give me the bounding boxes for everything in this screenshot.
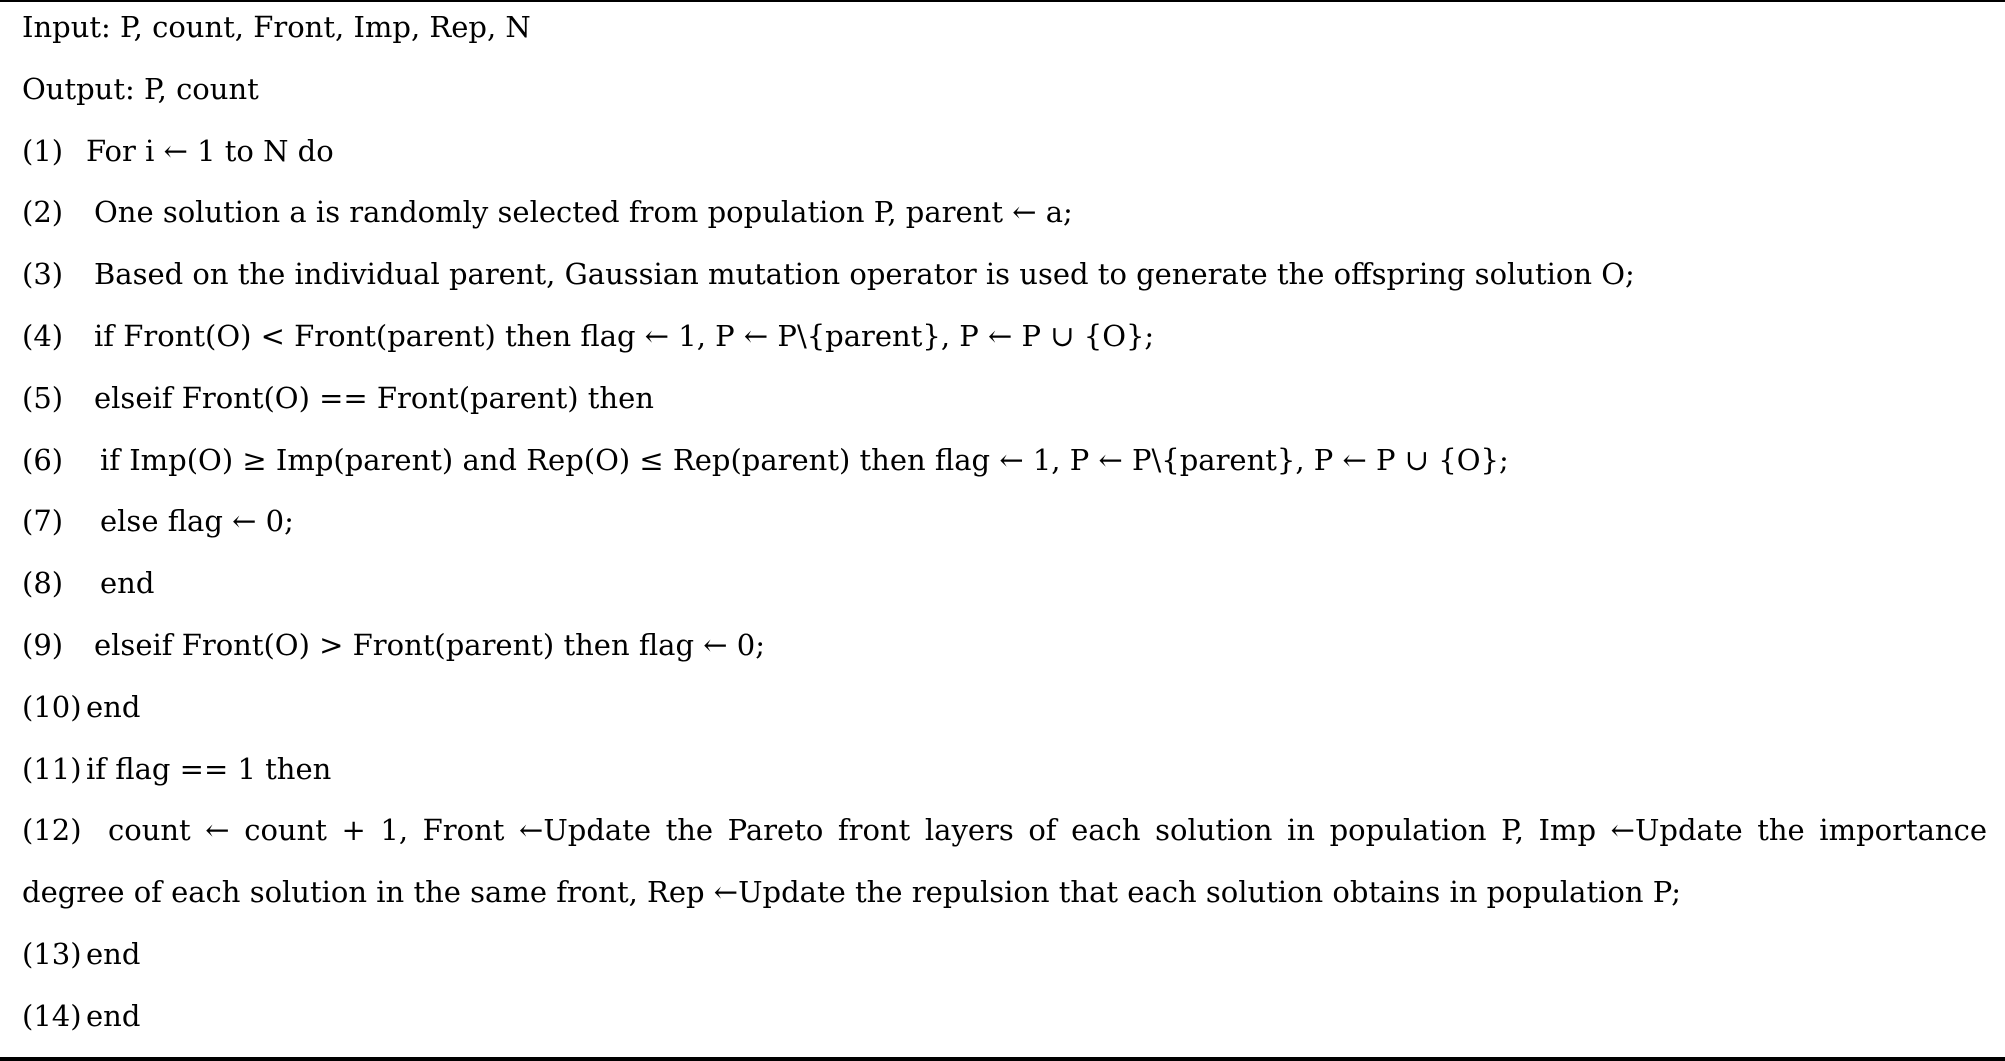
step-7 bbox=[22, 496, 1987, 558]
step-text: Based on the individual parent, Gaussian mutation operator is used to generate the offspring solution O; bbox=[94, 257, 1635, 292]
step-number: (8) bbox=[22, 566, 64, 601]
step-text: if Front(O) < Front(parent) then flag ← 1, P ← P\{parent}, P ← P ∪ {O}; bbox=[94, 318, 1155, 353]
step-number: (11) bbox=[22, 751, 82, 786]
step-number: (2) bbox=[22, 195, 64, 230]
step-10 bbox=[22, 682, 1987, 744]
step-13 bbox=[22, 929, 1987, 991]
step-text: count ← count + 1, Front ←Update the Pareto front layers of each solution in population P, Imp ←Update the importance bbox=[108, 813, 1987, 848]
step-text: end bbox=[86, 936, 141, 971]
step-number: (5) bbox=[22, 380, 64, 415]
step-text: if Imp(O) ≥ Imp(parent) and Rep(O) ≤ Rep(parent) then flag ← 1, P ← P\{parent}, P ← P ∪ {O}; bbox=[100, 442, 1509, 477]
step-9 bbox=[22, 620, 1987, 682]
step-number: (12) bbox=[22, 813, 82, 848]
step-4 bbox=[22, 311, 1987, 373]
step-text: end bbox=[86, 689, 141, 724]
step-text: end bbox=[100, 566, 155, 601]
step-text: For i ← 1 to N do bbox=[86, 133, 334, 168]
step-6 bbox=[22, 435, 1987, 497]
step-11 bbox=[22, 744, 1987, 806]
step-number: (4) bbox=[22, 318, 64, 353]
step-number: (1) bbox=[22, 133, 64, 168]
step-text: elseif Front(O) == Front(parent) then bbox=[94, 380, 654, 415]
step-8 bbox=[22, 558, 1987, 620]
step-14 bbox=[22, 991, 1987, 1053]
step-12-continuation: degree of each solution in the same front, Rep ←Update the repulsion that each solution obtains in population P; bbox=[22, 875, 1681, 910]
step-number: (3) bbox=[22, 257, 64, 292]
step-text: else flag ← 0; bbox=[100, 504, 294, 539]
step-3 bbox=[22, 249, 1987, 311]
step-number: (13) bbox=[22, 936, 82, 971]
step-number: (7) bbox=[22, 504, 64, 539]
step-number: (9) bbox=[22, 627, 64, 662]
step-2 bbox=[22, 187, 1987, 249]
output-line: Output: P, count bbox=[22, 71, 259, 106]
step-text: elseif Front(O) > Front(parent) then flag ← 0; bbox=[94, 627, 765, 662]
step-number: (6) bbox=[22, 442, 64, 477]
step-1 bbox=[22, 126, 1987, 188]
step-5 bbox=[22, 373, 1987, 435]
input-line: Input: P, count, Front, Imp, Rep, N bbox=[22, 10, 531, 44]
step-text: One solution a is randomly selected from population P, parent ← a; bbox=[94, 195, 1073, 230]
step-number: (14) bbox=[22, 998, 82, 1033]
step-12 bbox=[22, 805, 1987, 867]
step-number: (10) bbox=[22, 689, 82, 724]
step-text: if flag == 1 then bbox=[86, 751, 332, 786]
step-text: end bbox=[86, 998, 141, 1033]
